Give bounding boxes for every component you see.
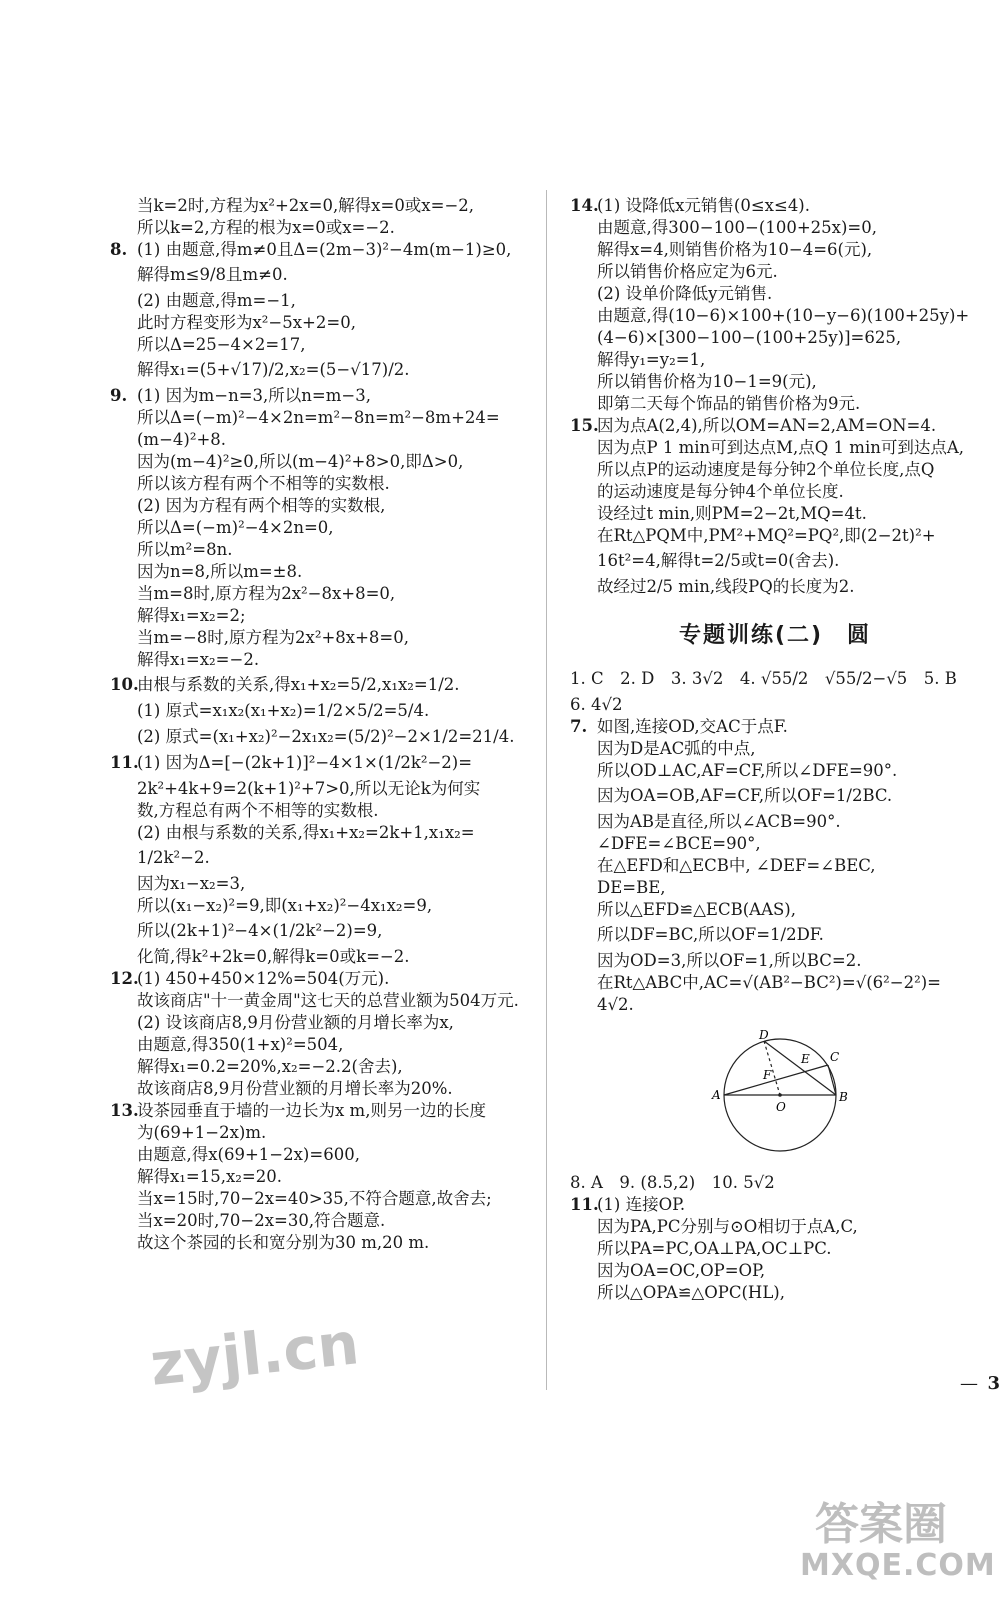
question-number: 12.: [110, 969, 139, 988]
line-text: 4√2.: [597, 995, 634, 1014]
text-line: [570, 240, 980, 259]
column-divider: [546, 190, 547, 1390]
text-line: [570, 1195, 980, 1214]
text-line: [110, 628, 522, 647]
text-line: [110, 896, 522, 915]
text-line: [110, 848, 522, 867]
text-line: [570, 786, 980, 805]
label-f: F: [763, 1068, 772, 1082]
text-line: [110, 1123, 522, 1142]
line-text: 设经过t min,则PM=2−2t,MQ=4t.: [597, 504, 867, 523]
text-line: [570, 372, 980, 391]
line-text: (2) 因为方程有两个相等的实数根,: [137, 496, 386, 515]
label-b: B: [839, 1090, 848, 1104]
chord-db: [764, 1041, 836, 1095]
line-text: 1/2k²−2.: [137, 848, 210, 867]
line-text: ∠DFE=∠BCE=90°,: [597, 834, 761, 853]
text-line: [570, 551, 980, 570]
line-text: 解得y₁=y₂=1,: [597, 350, 706, 369]
center-point: [778, 1093, 782, 1097]
question-number: 8.: [110, 240, 128, 259]
line-text: 当k=2时,方程为x²+2x=0,解得x=0或x=−2,: [137, 196, 475, 215]
right-column: [570, 196, 980, 1305]
line-text: 所以Δ=(−m)²−4×2n=0,: [137, 518, 334, 537]
line-text: 解得x₁=(5+√17)/2,x₂=(5−√17)/2.: [137, 360, 410, 379]
line-text: 6. 4√2: [570, 695, 623, 714]
text-line: [110, 291, 522, 310]
text-line: [110, 313, 522, 332]
text-line: [110, 727, 522, 746]
question-number: 14.: [570, 196, 599, 215]
line-text: 因为PA,PC分别与⊙O相切于点A,C,: [597, 1217, 858, 1236]
text-line: [570, 812, 980, 831]
text-line: [570, 504, 980, 523]
line-text: 由题意,得300−100−(100+25x)=0,: [597, 218, 877, 237]
chord-ac: [724, 1065, 828, 1095]
text-line: [570, 739, 980, 758]
line-text: 的运动速度是每分钟4个单位长度.: [597, 482, 844, 501]
line-text: 解得x₁=0.2=20%,x₂=−2.2(舍去),: [137, 1057, 403, 1076]
line-text: (1) 由题意,得m≠0且Δ=(2m−3)²−4m(m−1)≥0,: [137, 240, 512, 259]
text-line: [110, 474, 522, 493]
left-column: [110, 196, 522, 1255]
text-line: [110, 518, 522, 537]
line-text: 当m=8时,原方程为2x²−8x+8=0,: [137, 584, 396, 603]
text-line: [110, 1057, 522, 1076]
text-line: [110, 584, 522, 603]
line-text: (2) 原式=(x₁+x₂)²−2x₁x₂=(5/2)²−2×1/2=21/4.: [137, 727, 515, 746]
line-text: 当m=−8时,原方程为2x²+8x+8=0,: [137, 628, 409, 647]
question-number: 7.: [570, 717, 588, 736]
line-text: 在Rt△ABC中,AC=√(AB²−BC²)=√(6²−2²)=: [597, 973, 941, 992]
text-line: [570, 526, 980, 545]
text-line: [570, 900, 980, 919]
line-text: 由题意,得350(1+x)²=504,: [137, 1035, 344, 1054]
watermark-daanquan: 答案圈: [815, 1499, 947, 1550]
text-line: [110, 801, 522, 820]
line-text: 数,方程总有两个不相等的实数根.: [137, 801, 379, 820]
line-text: (2) 设单价降低y元销售.: [597, 284, 773, 303]
line-text: (1) 因为m−n=3,所以n=m−3,: [137, 386, 371, 405]
line-text: 所以PA=PC,OA⊥PA,OC⊥PC.: [597, 1239, 832, 1258]
line-text: 8. A 9. (8.5,2) 10. 5√2: [570, 1173, 775, 1192]
line-text: 所以m²=8n.: [137, 540, 233, 559]
text-line: [570, 878, 980, 897]
line-text: 所以k=2,方程的根为x=0或x=−2.: [137, 218, 395, 237]
line-text: 故该商店"十一黄金周"这七天的总营业额为504万元.: [137, 991, 519, 1010]
text-line: [110, 360, 522, 379]
text-line: [110, 240, 522, 259]
text-line: [110, 1233, 522, 1252]
text-line: [570, 394, 980, 413]
text-line: [570, 834, 980, 853]
right-top-block: [570, 196, 980, 596]
line-text: 所以Δ=25−4×2=17,: [137, 335, 306, 354]
text-line: [110, 650, 522, 669]
line-text: 在△EFD和△ECB中, ∠DEF=∠BEC,: [597, 856, 876, 875]
text-line: [110, 218, 522, 237]
line-text: 如图,连接OD,交AC于点F.: [597, 717, 788, 736]
line-text: 2k²+4k+9=2(k+1)²+7>0,所以无论k为何实: [137, 779, 481, 798]
line-text: (4−6)×[300−100−(100+25y)]=625,: [597, 328, 902, 347]
text-line: [110, 1167, 522, 1186]
text-line: [110, 1211, 522, 1230]
line-text: 所以销售价格应定为6元.: [597, 262, 778, 281]
text-line: [570, 669, 980, 688]
line-text: 化简,得k²+2k=0,解得k=0或k=−2.: [137, 947, 410, 966]
right-tail-block: [570, 1173, 980, 1302]
question-number: 11.: [570, 1195, 599, 1214]
text-line: [570, 460, 980, 479]
text-line: [570, 761, 980, 780]
line-text: 当x=20时,70−2x=30,符合题意.: [137, 1211, 386, 1230]
line-text: 解得x₁=x₂=2;: [137, 606, 246, 625]
line-text: 因为x₁−x₂=3,: [137, 874, 246, 893]
line-text: 所以△OPA≌△OPC(HL),: [597, 1283, 785, 1302]
line-text: 因为点A(2,4),所以OM=AN=2,AM=ON=4.: [597, 416, 937, 435]
text-line: [110, 675, 522, 694]
line-text: 因为(m−4)²≥0,所以(m−4)²+8>0,即Δ>0,: [137, 452, 464, 471]
watermark-zyjl: zyjl.cn: [147, 1309, 363, 1399]
line-text: 因为OA=OB,AF=CF,所以OF=1/2BC.: [597, 786, 893, 805]
page-number-dash: —: [960, 1373, 978, 1394]
line-text: 因为AB是直径,所以∠ACB=90°.: [597, 812, 841, 831]
line-text: 所以(x₁−x₂)²=9,即(x₁+x₂)²−4x₁x₂=9,: [137, 896, 433, 915]
question-number: 10.: [110, 675, 139, 694]
label-c: C: [830, 1050, 840, 1064]
line-text: 为(69+1−2x)m.: [137, 1123, 267, 1142]
text-line: [570, 856, 980, 875]
label-a: A: [712, 1088, 721, 1102]
right-bottom-block: [570, 669, 980, 1014]
line-text: 由题意,得(10−6)×100+(10−y−6)(100+25y)+: [597, 306, 970, 325]
line-text: 所以(2k+1)²−4×(1/2k²−2)=9,: [137, 921, 383, 940]
line-text: 16t²=4,解得t=2/5或t=0(舍去).: [597, 551, 840, 570]
line-text: (2) 由根与系数的关系,得x₁+x₂=2k+1,x₁x₂=: [137, 823, 475, 842]
text-line: [570, 1173, 980, 1192]
text-line: [110, 496, 522, 515]
text-line: [570, 306, 980, 325]
line-text: 故这个茶园的长和宽分别为30 m,20 m.: [137, 1233, 430, 1252]
text-line: [570, 482, 980, 501]
line-text: 所以销售价格为10−1=9(元),: [597, 372, 817, 391]
line-text: 故经过2/5 min,线段PQ的长度为2.: [597, 577, 855, 596]
line-text: 因为D是AC弧的中点,: [597, 739, 756, 758]
line-text: 在Rt△PQM中,PM²+MQ²=PQ²,即(2−2t)²+: [597, 526, 936, 545]
line-text: 设茶园垂直于墙的一边长为x m,则另一边的长度: [137, 1101, 486, 1120]
line-text: 1. C 2. D 3. 3√2 4. √55/2 √55/2−√5 5. B: [570, 669, 957, 688]
text-line: [570, 1217, 980, 1236]
text-line: [110, 969, 522, 988]
line-text: 由根与系数的关系,得x₁+x₂=5/2,x₁x₂=1/2.: [137, 675, 460, 694]
text-line: [110, 408, 522, 427]
text-line: [110, 1145, 522, 1164]
label-o: O: [776, 1100, 786, 1114]
line-text: (1) 设降低x元销售(0≤x≤4).: [597, 196, 810, 215]
question-number: 11.: [110, 753, 139, 772]
line-text: 当x=15时,70−2x=40>35,不符合题意,故舍去;: [137, 1189, 492, 1208]
line-text: 所以DF=BC,所以OF=1/2DF.: [597, 925, 824, 944]
line-text: 解得x₁=x₂=−2.: [137, 650, 260, 669]
text-line: [110, 196, 522, 215]
text-line: [570, 695, 980, 714]
text-line: [570, 284, 980, 303]
section-heading: 专题训练(二) 圆: [678, 623, 872, 648]
text-line: [110, 335, 522, 354]
text-line: [570, 1261, 980, 1280]
line-text: 所以点P的运动速度是每分钟2个单位长度,点Q: [597, 460, 935, 479]
line-text: 所以Δ=(−m)²−4×2n=m²−8n=m²−8m+24=: [137, 408, 500, 427]
line-text: 故该商店8,9月份营业额的月增长率为20%.: [137, 1079, 453, 1098]
line-text: (1) 因为Δ=[−(2k+1)]²−4×1×(1/2k²−2)=: [137, 753, 473, 772]
text-line: [110, 562, 522, 581]
line-text: (1) 450+450×12%=504(万元).: [137, 969, 390, 988]
line-text: 所以OD⊥AC,AF=CF,所以∠DFE=90°.: [597, 761, 898, 780]
text-line: [110, 1189, 522, 1208]
line-text: 此时方程变形为x²−5x+2=0,: [137, 313, 356, 332]
text-line: [570, 717, 980, 736]
text-line: [110, 540, 522, 559]
line-text: 因为OA=OC,OP=OP,: [597, 1261, 766, 1280]
text-line: [110, 452, 522, 471]
text-line: [110, 874, 522, 893]
watermark-mxqe: MXQE.COM: [800, 1548, 996, 1583]
line-text: (m−4)²+8.: [137, 430, 227, 449]
text-line: [110, 701, 522, 720]
question-number: 15.: [570, 416, 599, 435]
text-line: [110, 823, 522, 842]
text-line: [110, 1013, 522, 1032]
text-line: [110, 386, 522, 405]
line-text: DE=BE,: [597, 878, 666, 897]
line-text: 解得m≤9/8且m≠0.: [137, 265, 288, 284]
text-line: [110, 947, 522, 966]
text-line: [570, 196, 980, 215]
text-line: [110, 779, 522, 798]
page-number: 3: [987, 1373, 1000, 1394]
line-text: 所以△EFD≌△ECB(AAS),: [597, 900, 796, 919]
line-text: 由题意,得x(69+1−2x)=600,: [137, 1145, 360, 1164]
text-line: [570, 1283, 980, 1302]
text-line: [570, 262, 980, 281]
text-line: [570, 416, 980, 435]
question-number: 9.: [110, 386, 128, 405]
text-line: [570, 438, 980, 457]
label-d: D: [759, 1028, 769, 1042]
text-line: [110, 430, 522, 449]
line-text: 即第二天每个饰品的销售价格为9元.: [597, 394, 861, 413]
text-line: [570, 577, 980, 596]
text-line: [570, 328, 980, 347]
line-text: 因为点P 1 min可到达点M,点Q 1 min可到达点A,: [597, 438, 965, 457]
text-line: [110, 1101, 522, 1120]
text-line: [570, 995, 980, 1014]
text-line: [570, 951, 980, 970]
text-line: [110, 606, 522, 625]
line-text: (1) 原式=x₁x₂(x₁+x₂)=1/2×5/2=5/4.: [137, 701, 430, 720]
text-line: [110, 753, 522, 772]
label-e: E: [801, 1052, 810, 1066]
line-text: 解得x₁=15,x₂=20.: [137, 1167, 282, 1186]
question-number: 13.: [110, 1101, 139, 1120]
text-line: [570, 1239, 980, 1258]
text-line: [110, 265, 522, 284]
text-line: [110, 1035, 522, 1054]
line-text: 解得x=4,则销售价格为10−4=6(元),: [597, 240, 873, 259]
line-text: (1) 连接OP.: [597, 1195, 686, 1214]
line-text: 因为OD=3,所以OF=1,所以BC=2.: [597, 951, 862, 970]
text-line: [570, 925, 980, 944]
text-line: [110, 921, 522, 940]
line-text: (2) 由题意,得m=−1,: [137, 291, 296, 310]
line-text: (2) 设该商店8,9月份营业额的月增长率为x,: [137, 1013, 454, 1032]
text-line: [570, 973, 980, 992]
line-text: 所以该方程有两个不相等的实数根.: [137, 474, 390, 493]
circle-figure: [680, 1027, 880, 1157]
text-line: [570, 218, 980, 237]
text-line: [570, 350, 980, 369]
text-line: [110, 1079, 522, 1098]
text-line: [110, 991, 522, 1010]
line-text: 因为n=8,所以m=±8.: [137, 562, 303, 581]
